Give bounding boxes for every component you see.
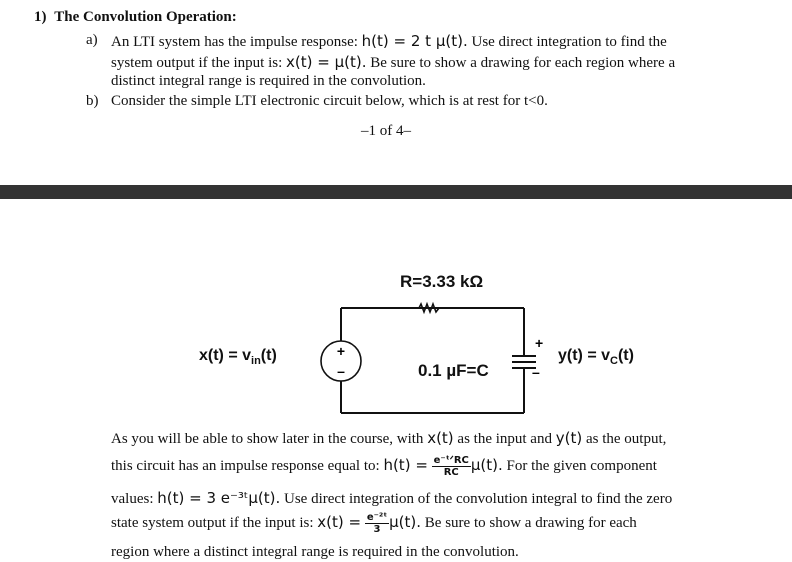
part-b-para-line1 bbox=[111, 429, 666, 448]
formula: y(t) bbox=[555, 429, 583, 447]
text: For the given component bbox=[502, 458, 657, 474]
text: Use direct integration of the convolution integral to find the zero bbox=[280, 491, 673, 507]
formula: x(t) bbox=[427, 429, 454, 447]
formula: h(t) = 2 t μ(t). bbox=[361, 32, 468, 50]
formula: h(t) = 3 e⁻³ᵗμ(t). bbox=[157, 489, 281, 507]
capacitor-label: 0.1 µF=C bbox=[418, 361, 489, 380]
problem-number: 1) bbox=[34, 9, 47, 25]
fraction bbox=[365, 512, 389, 535]
page-footer: –1 of 4– bbox=[361, 123, 411, 139]
fraction bbox=[432, 455, 471, 478]
source-plus-sign: + bbox=[336, 343, 346, 359]
resistor-label: R=3.33 kΩ bbox=[400, 272, 484, 291]
capacitor-plus-sign: + bbox=[535, 335, 544, 351]
part-a-line3: distinct integral range is required in the convolution. bbox=[111, 73, 426, 89]
input-label-subscript: in bbox=[251, 355, 261, 368]
part-b-para-line4 bbox=[111, 510, 637, 535]
part-a-label: a) bbox=[86, 32, 98, 48]
text: state system output if the input is: bbox=[111, 515, 318, 531]
part-b-para-line2 bbox=[111, 453, 657, 478]
formula: x(t) = μ(t). bbox=[286, 53, 367, 71]
fraction-denominator: 3 bbox=[373, 524, 381, 536]
text: values: bbox=[111, 491, 158, 507]
formula: h(t) = bbox=[383, 456, 428, 474]
text: As you will be able to show later in the course, with bbox=[111, 431, 428, 447]
part-b-para-line3 bbox=[111, 489, 672, 508]
source-minus-sign: – bbox=[337, 363, 345, 379]
text: Be sure to show a drawing for each bbox=[421, 515, 637, 531]
formula: μ(t). bbox=[470, 456, 503, 474]
input-label bbox=[199, 347, 277, 367]
formula: x(t) = bbox=[317, 513, 362, 531]
text: as the output, bbox=[582, 431, 667, 447]
text: An LTI system has the impulse response: bbox=[111, 34, 362, 50]
text: Use direct integration to find the bbox=[467, 34, 667, 50]
output-label-text: y(t) = v bbox=[558, 347, 611, 364]
input-label-tail: (t) bbox=[260, 347, 277, 364]
part-b-line1: Consider the simple LTI electronic circuit below, which is at rest for t<0. bbox=[111, 93, 548, 109]
input-label-text: x(t) = v bbox=[199, 347, 252, 364]
output-label-tail: (t) bbox=[617, 347, 634, 364]
text: as the input and bbox=[453, 431, 556, 447]
fraction-numerator: e⁻ᵗᐟRC bbox=[433, 455, 469, 467]
fraction-denominator: RC bbox=[443, 467, 459, 479]
output-label-subscript: C bbox=[610, 355, 618, 368]
capacitor-minus-sign: – bbox=[532, 364, 540, 380]
text: Be sure to show a drawing for each region where a bbox=[366, 55, 676, 71]
problem-title: The Convolution Operation: bbox=[54, 9, 237, 25]
output-label bbox=[558, 347, 634, 367]
text: system output if the input is: bbox=[111, 55, 286, 71]
formula: μ(t). bbox=[389, 513, 422, 531]
part-b-para-line5: region where a distinct integral range is required in the convolution. bbox=[111, 544, 519, 560]
part-b-label: b) bbox=[86, 93, 99, 109]
text: this circuit has an impulse response equal to: bbox=[111, 458, 384, 474]
fraction-numerator: e⁻²ᵗ bbox=[366, 512, 388, 524]
